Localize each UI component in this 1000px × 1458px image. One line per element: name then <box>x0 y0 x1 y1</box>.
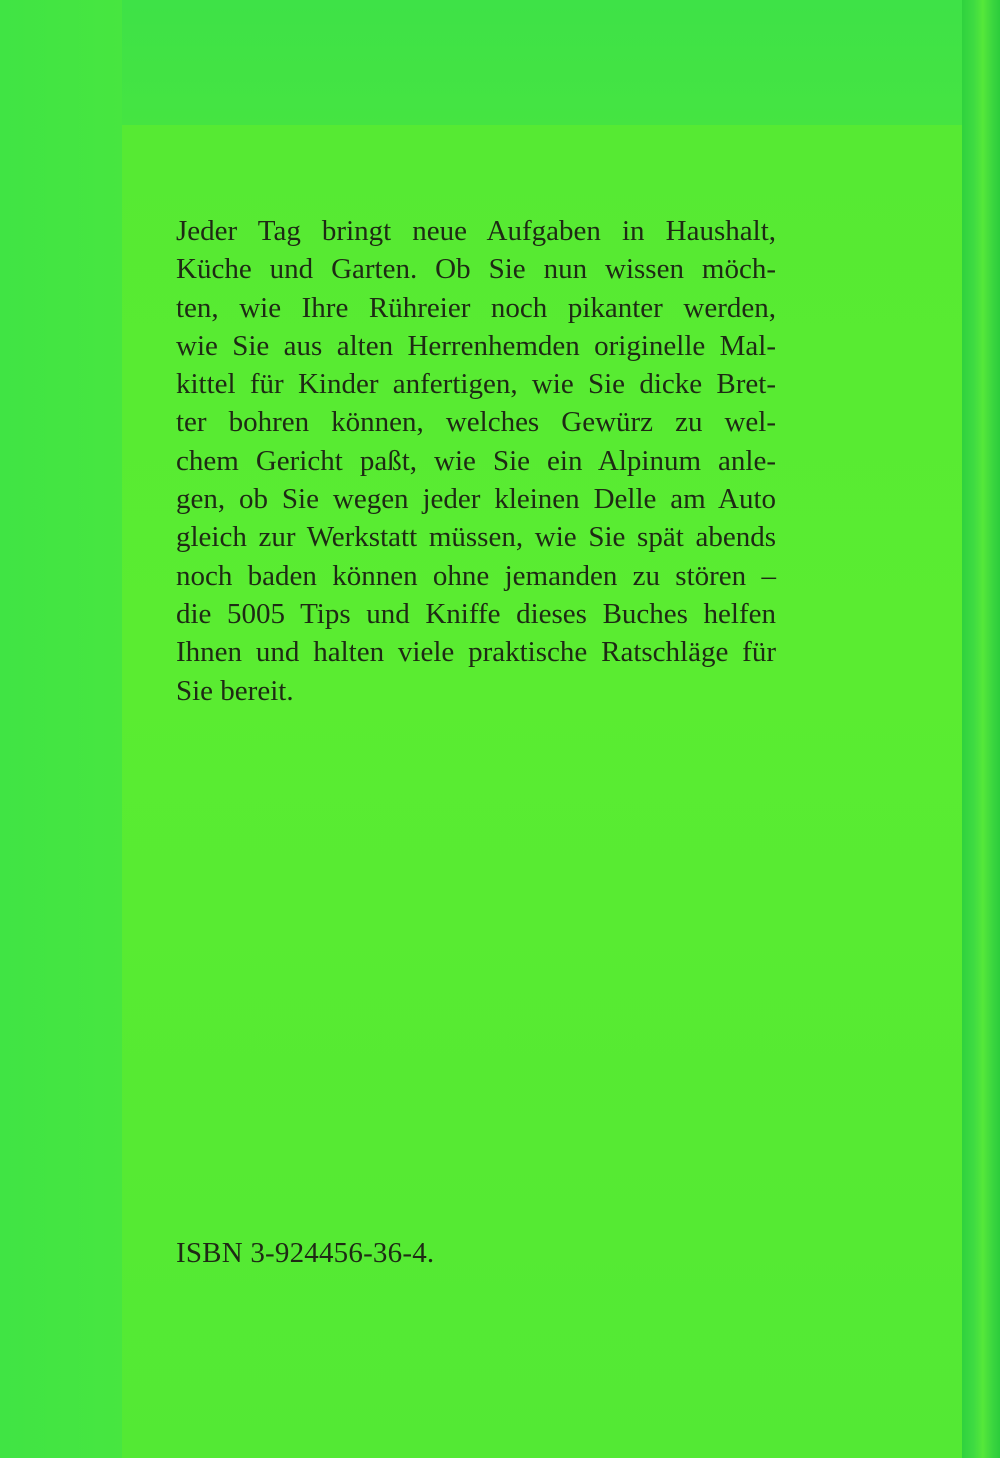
blurb-line: die 5005 Tips und Kniffe dieses Buches helfen <box>176 597 776 630</box>
blurb-line: Küche und Garten. Ob Sie nun wissen möch- <box>176 253 776 286</box>
blurb-line: wie Sie aus alten Herrenhemden originelle Mal- <box>176 329 776 362</box>
blurb-line: chem Gericht paßt, wie Sie ein Alpinum anle- <box>176 444 776 477</box>
blurb-line: kittel für Kinder anfertigen, wie Sie dicke Bret- <box>176 368 776 401</box>
blurb-line: gleich zur Werkstatt müssen, wie Sie spät abends <box>176 521 776 554</box>
blurb-line: noch baden können ohne jemanden zu stören – <box>176 559 776 592</box>
blurb-line: Jeder Tag bringt neue Aufgaben in Haushalt, <box>176 215 776 247</box>
blurb-line: ter bohren können, welches Gewürz zu wel- <box>176 406 776 439</box>
blurb-line: Sie bereit. <box>176 674 294 707</box>
isbn-number: ISBN 3-924456-36-4. <box>176 1237 435 1269</box>
blurb-line: gen, ob Sie wegen jeder kleinen Delle am Auto <box>176 483 776 516</box>
cover-top-band <box>0 0 962 125</box>
blurb-line: ten, wie Ihre Rühreier noch pikanter werden, <box>176 291 776 324</box>
cover-left-band <box>0 0 122 1458</box>
book-spine <box>962 0 1000 1458</box>
blurb-text <box>176 212 776 710</box>
blurb-line: Ihnen und halten viele praktische Ratschläge für <box>176 636 776 669</box>
